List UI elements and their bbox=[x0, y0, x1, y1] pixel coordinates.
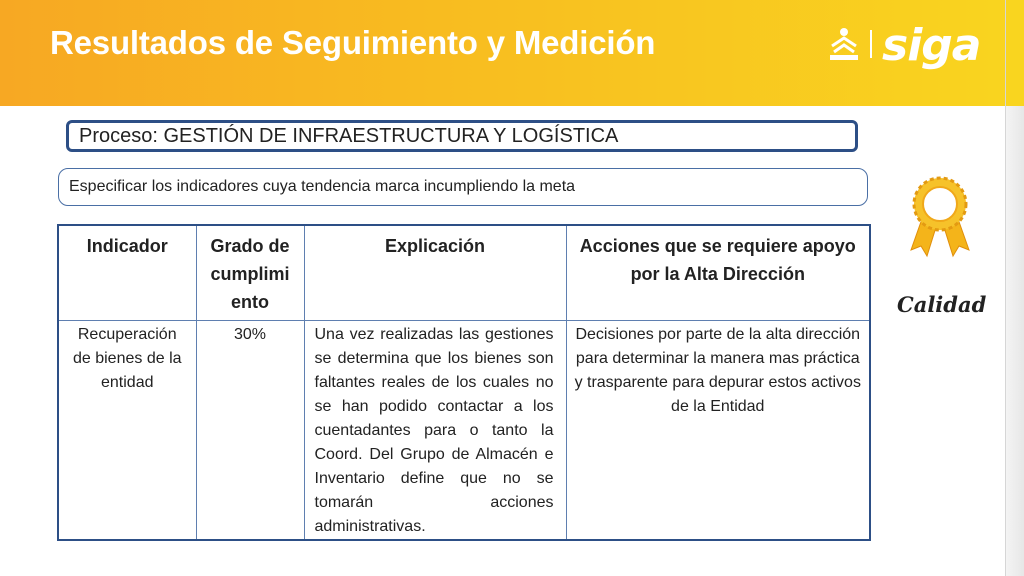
specify-label: Especificar los indicadores cuya tendencia marca incumpliendo la meta bbox=[69, 178, 576, 195]
table-row bbox=[58, 321, 870, 541]
slide-title: Resultados de Seguimiento y Medición bbox=[50, 24, 656, 61]
logo-divider bbox=[870, 30, 872, 58]
cell-explanation: Una vez realizadas las gestiones se determina que los bienes son faltantes reales de los cuales no se han podido contactar a los cuentadantes para o tanto la Coord. Del Grupo de Almacén e Inventario define que no se tomarán acciones administrativas. bbox=[304, 321, 566, 541]
sena-logo-icon bbox=[826, 26, 862, 62]
indicators-table bbox=[57, 224, 871, 541]
process-label-box bbox=[66, 120, 858, 152]
table-header-row bbox=[58, 225, 870, 321]
header-actions: Acciones que se requiere apoyo por la Alta Dirección bbox=[566, 225, 870, 321]
header-grade: Grado de cumplimi ento bbox=[196, 225, 304, 321]
right-edge-band bbox=[1005, 0, 1024, 576]
specify-label-box bbox=[58, 168, 868, 206]
siga-logo: siga bbox=[882, 20, 981, 71]
process-label: Proceso: GESTIÓN DE INFRAESTRUCTURA Y LOGÍSTICA bbox=[79, 124, 619, 147]
header-explanation: Explicación bbox=[304, 225, 566, 321]
calidad-label: Calidad bbox=[897, 292, 987, 317]
cell-actions: Decisiones por parte de la alta dirección para determinar la manera mas práctica y trasparente para depurar estos activos de la Entidad bbox=[566, 321, 870, 541]
cell-grade: 30% bbox=[196, 321, 304, 541]
header-indicator: Indicador bbox=[58, 225, 196, 321]
cell-indicator: Recuperación de bienes de la entidad bbox=[58, 321, 196, 541]
award-ribbon-icon bbox=[905, 176, 975, 260]
